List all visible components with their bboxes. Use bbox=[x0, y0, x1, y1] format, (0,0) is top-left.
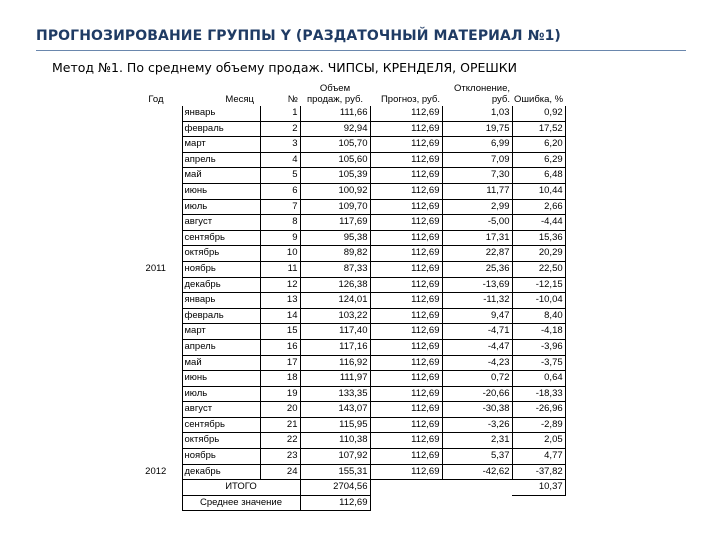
volume-cell: 105,60 bbox=[300, 152, 370, 168]
error-cell: 0,64 bbox=[512, 371, 565, 387]
forecast-cell: 112,69 bbox=[370, 121, 442, 137]
volume-cell: 110,38 bbox=[300, 433, 370, 449]
forecast-cell: 112,69 bbox=[370, 417, 442, 433]
volume-cell: 116,92 bbox=[300, 355, 370, 371]
month-cell: январь bbox=[182, 293, 260, 309]
table-row bbox=[130, 230, 565, 246]
volume-cell: 117,40 bbox=[300, 324, 370, 340]
volume-cell: 143,07 bbox=[300, 402, 370, 418]
table-row bbox=[130, 137, 565, 153]
method-subtitle: Метод №1. По среднему объему продаж. ЧИПСЫ, КРЕНДЕЛЯ, ОРЕШКИ bbox=[52, 60, 517, 75]
table-row bbox=[130, 339, 565, 355]
year-cell bbox=[130, 199, 182, 215]
year-cell bbox=[130, 152, 182, 168]
deviation-cell: 2,31 bbox=[442, 433, 512, 449]
forecast-cell: 112,69 bbox=[370, 215, 442, 231]
row-number-cell: 24 bbox=[260, 464, 300, 480]
month-cell: июнь bbox=[182, 371, 260, 387]
table-row bbox=[130, 402, 565, 418]
forecast-cell: 112,69 bbox=[370, 324, 442, 340]
table-row bbox=[130, 168, 565, 184]
year-cell bbox=[130, 106, 182, 121]
error-cell: 4,77 bbox=[512, 449, 565, 465]
deviation-cell: -5,00 bbox=[442, 215, 512, 231]
table-row bbox=[130, 152, 565, 168]
volume-cell: 133,35 bbox=[300, 386, 370, 402]
deviation-cell: 1,03 bbox=[442, 106, 512, 121]
volume-cell: 87,33 bbox=[300, 261, 370, 277]
table-row bbox=[130, 183, 565, 199]
forecast-cell: 112,69 bbox=[370, 339, 442, 355]
volume-cell: 115,95 bbox=[300, 417, 370, 433]
deviation-cell: 5,37 bbox=[442, 449, 512, 465]
month-cell: июнь bbox=[182, 183, 260, 199]
error-cell: -3,75 bbox=[512, 355, 565, 371]
month-cell: декабрь bbox=[182, 277, 260, 293]
error-cell: -37,82 bbox=[512, 464, 565, 480]
header-year: Год bbox=[148, 94, 164, 105]
total-volume: 2704,56 bbox=[300, 480, 370, 496]
table-row bbox=[130, 293, 565, 309]
deviation-cell: -11,32 bbox=[442, 293, 512, 309]
table-row bbox=[130, 308, 565, 324]
total-forecast-empty bbox=[370, 480, 442, 496]
month-cell: ноябрь bbox=[182, 449, 260, 465]
forecast-table-container bbox=[130, 77, 566, 511]
deviation-cell: 7,30 bbox=[442, 168, 512, 184]
row-number-cell: 23 bbox=[260, 449, 300, 465]
header-volume: Объем продаж, руб. bbox=[306, 83, 364, 105]
year-cell bbox=[130, 433, 182, 449]
forecast-cell: 112,69 bbox=[370, 230, 442, 246]
year-cell bbox=[130, 277, 182, 293]
forecast-cell: 112,69 bbox=[370, 308, 442, 324]
volume-cell: 111,66 bbox=[300, 106, 370, 121]
month-cell: февраль bbox=[182, 308, 260, 324]
row-number-cell: 5 bbox=[260, 168, 300, 184]
table-row bbox=[130, 246, 565, 262]
deviation-cell: 7,09 bbox=[442, 152, 512, 168]
header-month: Месяц bbox=[225, 94, 254, 105]
month-cell: июль bbox=[182, 199, 260, 215]
forecast-cell: 112,69 bbox=[370, 261, 442, 277]
table-row bbox=[130, 417, 565, 433]
year-cell bbox=[130, 449, 182, 465]
table-row bbox=[130, 386, 565, 402]
deviation-cell: -13,69 bbox=[442, 277, 512, 293]
month-cell: август bbox=[182, 402, 260, 418]
year-cell bbox=[130, 293, 182, 309]
error-cell: 6,29 bbox=[512, 152, 565, 168]
table-row bbox=[130, 371, 565, 387]
forecast-cell: 112,69 bbox=[370, 168, 442, 184]
total-deviation-empty bbox=[442, 480, 512, 496]
month-cell: ноябрь bbox=[182, 261, 260, 277]
year-cell bbox=[130, 137, 182, 153]
error-cell: 0,92 bbox=[512, 106, 565, 121]
year-cell bbox=[130, 168, 182, 184]
month-cell: июль bbox=[182, 386, 260, 402]
forecast-cell: 112,69 bbox=[370, 199, 442, 215]
forecast-cell: 112,69 bbox=[370, 152, 442, 168]
deviation-cell: 17,31 bbox=[442, 230, 512, 246]
error-cell: 2,66 bbox=[512, 199, 565, 215]
error-cell: -10,04 bbox=[512, 293, 565, 309]
row-number-cell: 20 bbox=[260, 402, 300, 418]
forecast-cell: 112,69 bbox=[370, 183, 442, 199]
row-number-cell: 8 bbox=[260, 215, 300, 231]
row-number-cell: 1 bbox=[260, 106, 300, 121]
total-row bbox=[130, 480, 565, 496]
volume-cell: 95,38 bbox=[300, 230, 370, 246]
error-cell: 15,36 bbox=[512, 230, 565, 246]
deviation-cell: -20,66 bbox=[442, 386, 512, 402]
error-cell: 22,50 bbox=[512, 261, 565, 277]
deviation-cell: 0,72 bbox=[442, 371, 512, 387]
error-cell: -3,96 bbox=[512, 339, 565, 355]
deviation-cell: 9,47 bbox=[442, 308, 512, 324]
row-number-cell: 11 bbox=[260, 261, 300, 277]
table-row bbox=[130, 261, 565, 277]
forecast-cell: 112,69 bbox=[370, 355, 442, 371]
year-cell bbox=[130, 183, 182, 199]
deviation-cell: -3,26 bbox=[442, 417, 512, 433]
error-cell: 20,29 bbox=[512, 246, 565, 262]
error-cell: 10,44 bbox=[512, 183, 565, 199]
error-cell: 6,48 bbox=[512, 168, 565, 184]
table-row bbox=[130, 324, 565, 340]
year-cell bbox=[130, 121, 182, 137]
month-cell: декабрь bbox=[182, 464, 260, 480]
error-cell: 2,05 bbox=[512, 433, 565, 449]
volume-cell: 105,39 bbox=[300, 168, 370, 184]
month-cell: март bbox=[182, 137, 260, 153]
row-number-cell: 19 bbox=[260, 386, 300, 402]
deviation-cell: 22,87 bbox=[442, 246, 512, 262]
row-number-cell: 4 bbox=[260, 152, 300, 168]
volume-cell: 107,92 bbox=[300, 449, 370, 465]
month-cell: март bbox=[182, 324, 260, 340]
year-cell bbox=[130, 386, 182, 402]
deviation-cell: 11,77 bbox=[442, 183, 512, 199]
deviation-cell: 25,36 bbox=[442, 261, 512, 277]
deviation-cell: 6,99 bbox=[442, 137, 512, 153]
row-number-cell: 16 bbox=[260, 339, 300, 355]
header-number: № bbox=[287, 94, 298, 105]
volume-cell: 124,01 bbox=[300, 293, 370, 309]
row-number-cell: 2 bbox=[260, 121, 300, 137]
error-cell: 17,52 bbox=[512, 121, 565, 137]
volume-cell: 89,82 bbox=[300, 246, 370, 262]
forecast-cell: 112,69 bbox=[370, 402, 442, 418]
row-number-cell: 9 bbox=[260, 230, 300, 246]
table-row bbox=[130, 199, 565, 215]
error-cell: 6,20 bbox=[512, 137, 565, 153]
month-cell: февраль bbox=[182, 121, 260, 137]
year-cell bbox=[130, 355, 182, 371]
total-error: 10,37 bbox=[512, 480, 565, 496]
year-cell bbox=[130, 246, 182, 262]
error-cell: -18,33 bbox=[512, 386, 565, 402]
month-cell: сентябрь bbox=[182, 417, 260, 433]
table-row bbox=[130, 277, 565, 293]
volume-cell: 103,22 bbox=[300, 308, 370, 324]
forecast-cell: 112,69 bbox=[370, 449, 442, 465]
month-cell: май bbox=[182, 355, 260, 371]
table-row bbox=[130, 449, 565, 465]
forecast-cell: 112,69 bbox=[370, 246, 442, 262]
table-header-row bbox=[130, 77, 565, 106]
deviation-cell: -30,38 bbox=[442, 402, 512, 418]
table-row bbox=[130, 433, 565, 449]
deviation-cell: -42,62 bbox=[442, 464, 512, 480]
volume-cell: 92,94 bbox=[300, 121, 370, 137]
forecast-cell: 112,69 bbox=[370, 371, 442, 387]
page-title: ПРОГНОЗИРОВАНИЕ ГРУППЫ Y (РАЗДАТОЧНЫЙ МАТЕРИАЛ №1) bbox=[36, 28, 561, 44]
deviation-cell: 2,99 bbox=[442, 199, 512, 215]
volume-cell: 126,38 bbox=[300, 277, 370, 293]
year-cell: 2011 bbox=[145, 262, 166, 274]
header-forecast: Прогноз, руб. bbox=[380, 94, 440, 105]
year-cell bbox=[130, 339, 182, 355]
row-number-cell: 7 bbox=[260, 199, 300, 215]
deviation-cell: -4,23 bbox=[442, 355, 512, 371]
month-cell: октябрь bbox=[182, 433, 260, 449]
year-cell bbox=[130, 371, 182, 387]
row-number-cell: 12 bbox=[260, 277, 300, 293]
deviation-cell: -4,71 bbox=[442, 324, 512, 340]
average-volume: 112,69 bbox=[300, 495, 370, 511]
table-row bbox=[130, 121, 565, 137]
volume-cell: 105,70 bbox=[300, 137, 370, 153]
row-number-cell: 6 bbox=[260, 183, 300, 199]
month-cell: январь bbox=[182, 106, 260, 121]
month-cell: май bbox=[182, 168, 260, 184]
forecast-cell: 112,69 bbox=[370, 293, 442, 309]
average-label: Среднее значение bbox=[182, 495, 300, 511]
table-row bbox=[130, 355, 565, 371]
total-label: ИТОГО bbox=[182, 480, 300, 496]
row-number-cell: 18 bbox=[260, 371, 300, 387]
header-deviation: Отклонение, руб. bbox=[454, 83, 510, 105]
row-number-cell: 13 bbox=[260, 293, 300, 309]
average-row bbox=[130, 495, 565, 511]
row-number-cell: 14 bbox=[260, 308, 300, 324]
forecast-table bbox=[130, 77, 566, 511]
deviation-cell: 19,75 bbox=[442, 121, 512, 137]
year-cell bbox=[130, 324, 182, 340]
average-empty-cell bbox=[130, 495, 182, 511]
error-cell: 8,40 bbox=[512, 308, 565, 324]
row-number-cell: 3 bbox=[260, 137, 300, 153]
year-cell bbox=[130, 402, 182, 418]
forecast-cell: 112,69 bbox=[370, 106, 442, 121]
year-cell bbox=[130, 417, 182, 433]
year-cell bbox=[130, 308, 182, 324]
header-error: Ошибка, % bbox=[514, 94, 564, 105]
volume-cell: 100,92 bbox=[300, 183, 370, 199]
month-cell: октябрь bbox=[182, 246, 260, 262]
title-divider bbox=[36, 50, 686, 51]
error-cell: -2,89 bbox=[512, 417, 565, 433]
row-number-cell: 15 bbox=[260, 324, 300, 340]
error-cell: -12,15 bbox=[512, 277, 565, 293]
error-cell: -26,96 bbox=[512, 402, 565, 418]
forecast-cell: 112,69 bbox=[370, 433, 442, 449]
volume-cell: 117,69 bbox=[300, 215, 370, 231]
row-number-cell: 22 bbox=[260, 433, 300, 449]
volume-cell: 109,70 bbox=[300, 199, 370, 215]
forecast-cell: 112,69 bbox=[370, 137, 442, 153]
forecast-cell: 112,69 bbox=[370, 464, 442, 480]
table-row bbox=[130, 464, 565, 480]
error-cell: -4,18 bbox=[512, 324, 565, 340]
month-cell: апрель bbox=[182, 152, 260, 168]
table-row bbox=[130, 106, 565, 121]
month-cell: август bbox=[182, 215, 260, 231]
row-number-cell: 10 bbox=[260, 246, 300, 262]
table-row bbox=[130, 215, 565, 231]
total-empty-cell bbox=[130, 480, 182, 496]
deviation-cell: -4,47 bbox=[442, 339, 512, 355]
average-empty-tail bbox=[370, 495, 565, 511]
error-cell: -4,44 bbox=[512, 215, 565, 231]
forecast-cell: 112,69 bbox=[370, 386, 442, 402]
row-number-cell: 17 bbox=[260, 355, 300, 371]
month-cell: сентябрь bbox=[182, 230, 260, 246]
forecast-cell: 112,69 bbox=[370, 277, 442, 293]
year-cell: 2012 bbox=[145, 465, 167, 477]
volume-cell: 111,97 bbox=[300, 371, 370, 387]
month-cell: апрель bbox=[182, 339, 260, 355]
row-number-cell: 21 bbox=[260, 417, 300, 433]
year-cell bbox=[130, 215, 182, 231]
volume-cell: 117,16 bbox=[300, 339, 370, 355]
volume-cell: 155,31 bbox=[300, 464, 370, 480]
year-cell bbox=[130, 230, 182, 246]
